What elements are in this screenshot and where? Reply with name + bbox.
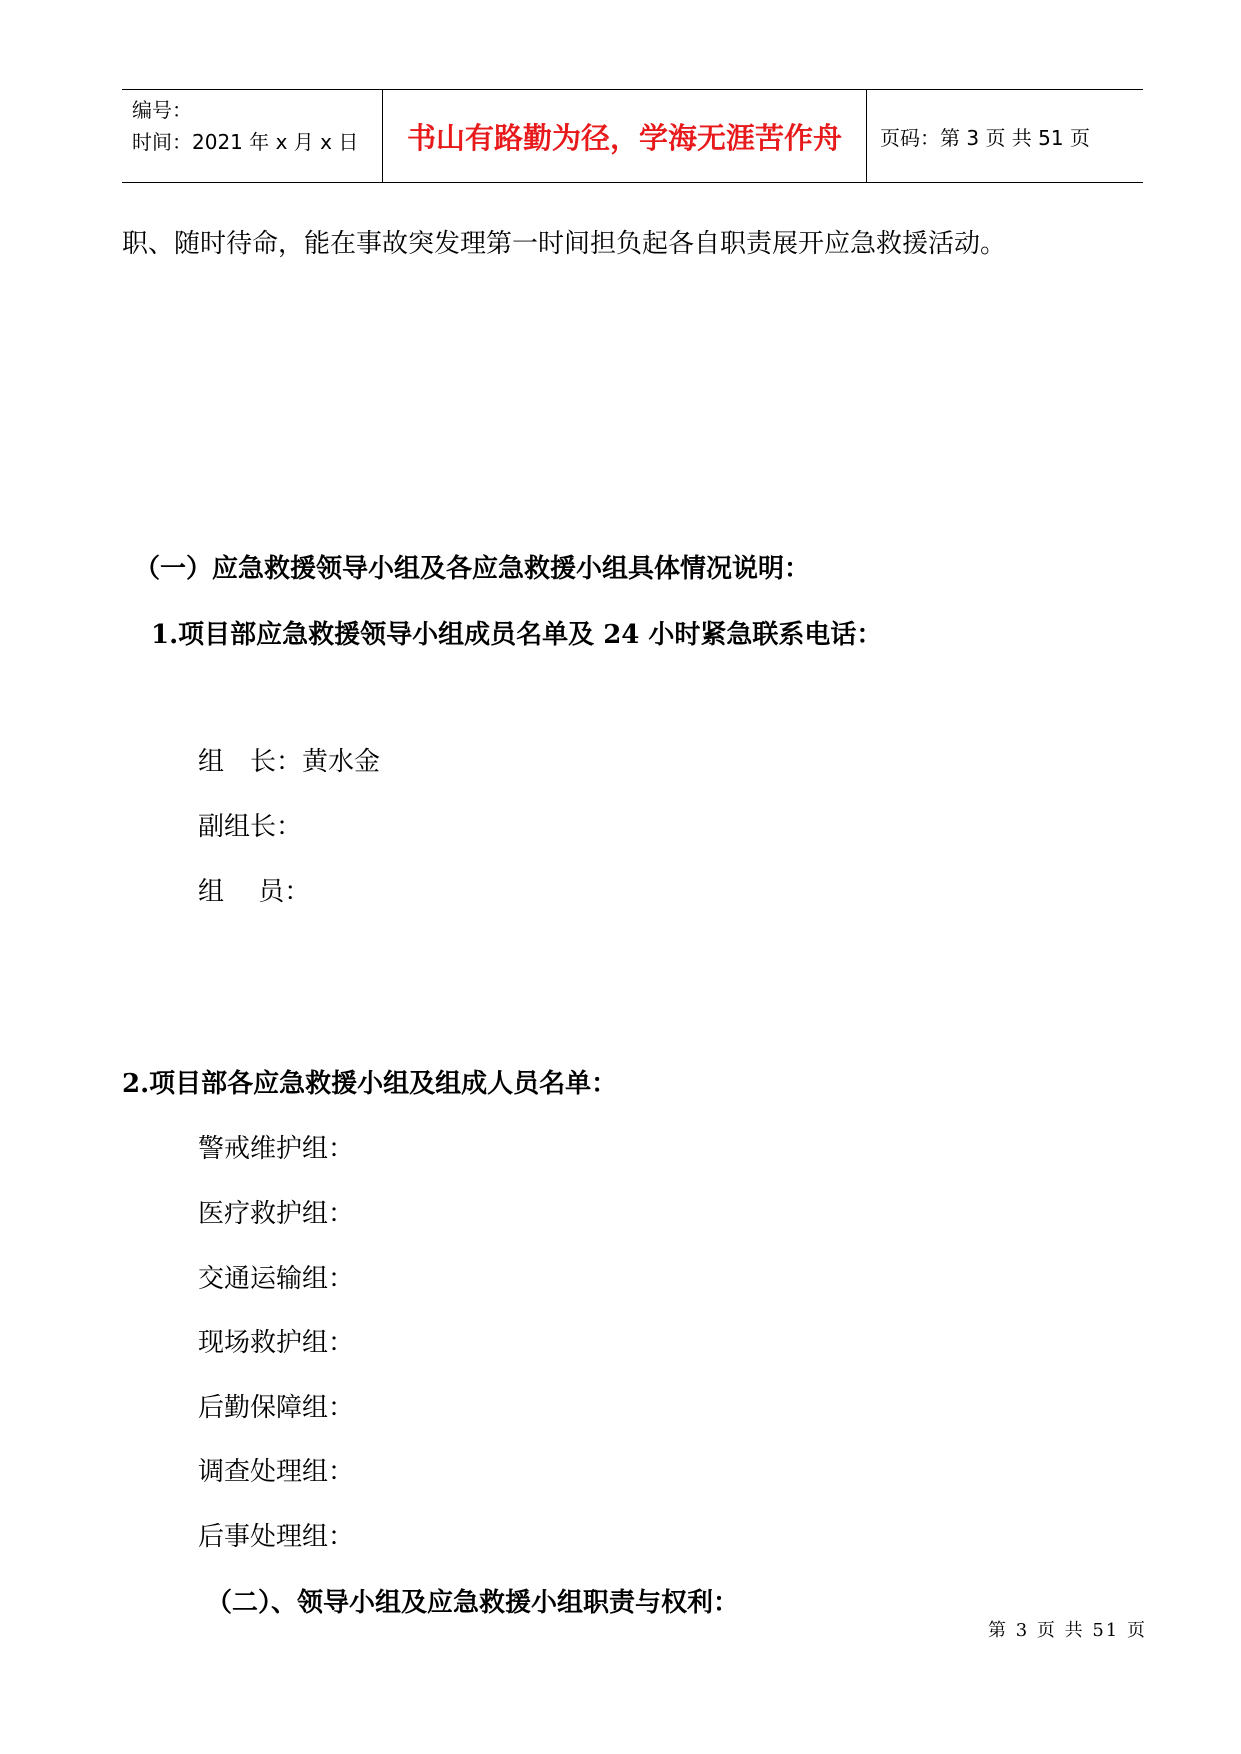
group-item: 警戒维护组： (198, 1134, 355, 1164)
group-item: 现场救护组： (198, 1328, 355, 1358)
document-number-label: 编号： (132, 98, 192, 122)
members-line: 组 员： (198, 877, 311, 907)
group-item: 交通运输组： (198, 1264, 355, 1294)
group-item: 后勤保障组： (198, 1393, 355, 1423)
document-header (122, 89, 1143, 183)
document-date: 时间：2021 年 x 月 x 日 (132, 130, 359, 154)
group-item: 调查处理组： (198, 1457, 355, 1487)
group-item: 后事处理组： (198, 1522, 355, 1552)
item2-title: 2.项目部各应急救援小组及组成人员名单： (122, 1069, 618, 1099)
section2-title: （二）、领导小组及应急救援小组职责与权利： (206, 1588, 740, 1618)
header-motto: 书山有路勤为径，学海无涯苦作舟 (382, 90, 867, 182)
header-page-code (867, 90, 1143, 182)
header-info (122, 90, 382, 182)
intro-line: 职、随时待命，能在事故突发理第一时间担负起各自职责展开应急救援活动。 (122, 229, 1007, 259)
deputy-line: 副组长： (198, 812, 303, 842)
header-page-code-text: 页码：第 3 页 共 51 页 (880, 125, 1090, 150)
group-item: 医疗救护组： (198, 1199, 355, 1229)
item1-title: 1.项目部应急救援领导小组成员名单及 24 小时紧急联系电话： (151, 620, 883, 650)
section1-title: （一）应急救援领导小组及各应急救援小组具体情况说明： (134, 554, 811, 584)
leader-line: 组 长：黄水金 (198, 747, 381, 777)
page-footer: 第 3 页 共 51 页 (988, 1620, 1147, 1641)
